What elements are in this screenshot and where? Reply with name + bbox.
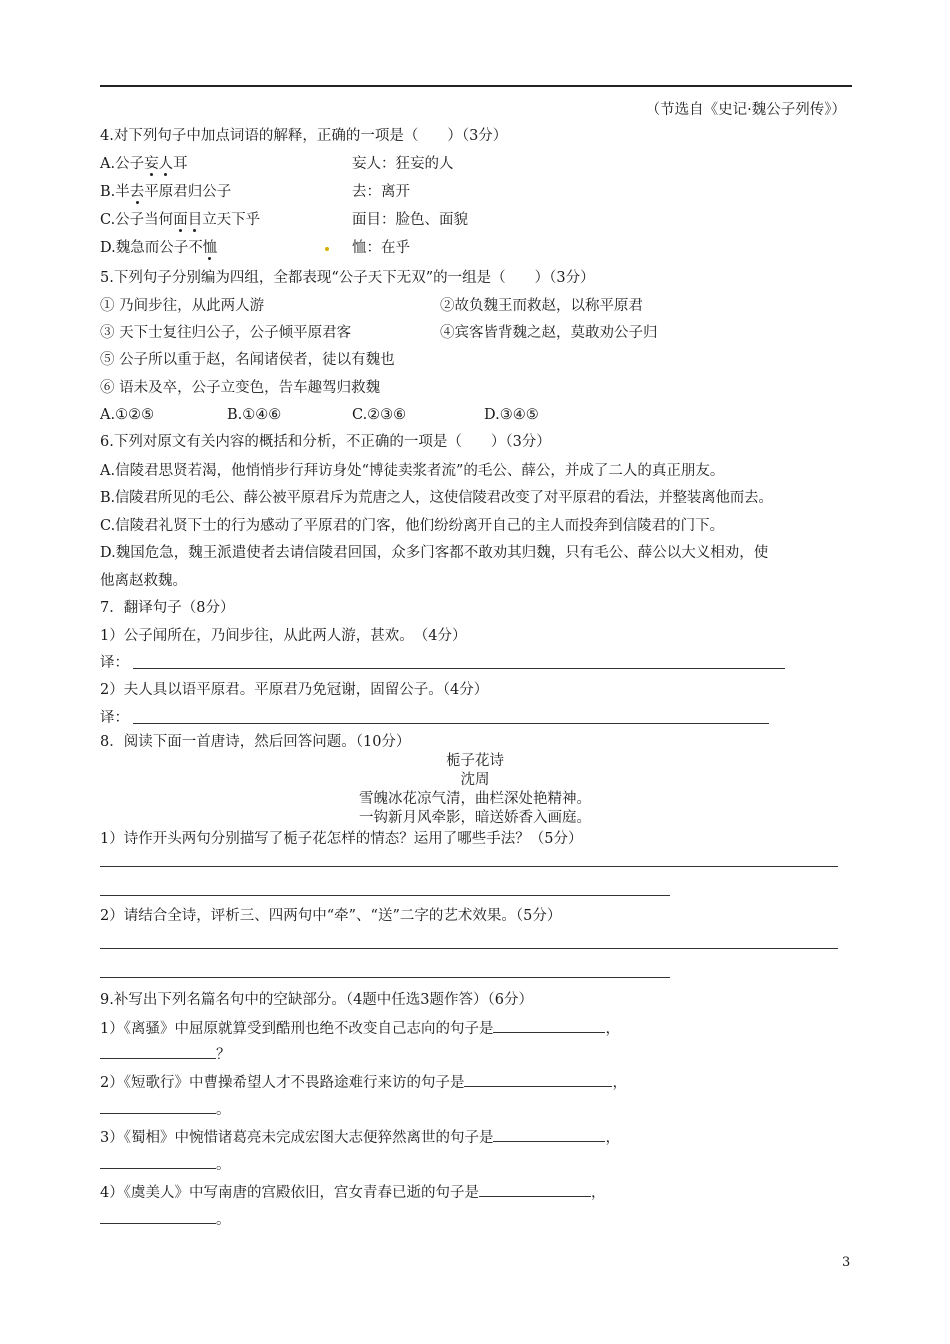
q9-item-3-blank-b[interactable] xyxy=(100,1154,216,1169)
q9-item-4-blank-b[interactable] xyxy=(100,1209,216,1224)
q5-item-3: ③ 天下士复往归公子，公子倾平原君客 xyxy=(100,325,352,341)
q9-item-1-text: 1）《离骚》中屈原就算受到酷刑也绝不改变自己志向的句子是 xyxy=(100,1021,494,1037)
q8-sub-question-1: 1）诗作开头两句分别描写了栀子花怎样的情态？运用了哪些手法？（5分） xyxy=(100,831,583,847)
q9-item-3-comma: ， xyxy=(605,1130,620,1146)
q9-item-2-comma: ， xyxy=(612,1075,627,1091)
q6-option-b: B.信陵君所见的毛公、薛公被平原君斥为荒唐之人，这使信陵君改变了对平原君的看法，并整装离他而去。 xyxy=(100,490,773,506)
q9-item-2-line2 xyxy=(100,1099,231,1120)
q9-item-3-text: 3）《蜀相》中惋惜诸葛亮未完成宏图大志便猝然离世的句子是 xyxy=(100,1130,494,1146)
poem-title: 栀子花诗 xyxy=(446,753,504,769)
q9-item-1-end: ？ xyxy=(216,1047,231,1063)
q4-option-d-gloss: 恤：在乎 xyxy=(352,240,410,256)
q9-stem: 9.补写出下列名篇名句中的空缺部分。（4题中任选3题作答）（6分） xyxy=(100,992,534,1008)
q7-translate-label-1: 译： xyxy=(100,655,129,671)
q9-item-2-blank-a[interactable] xyxy=(464,1072,612,1087)
q9-item-3-blank-a[interactable] xyxy=(493,1127,605,1142)
q9-item-4-line2 xyxy=(100,1209,231,1230)
page-number: 3 xyxy=(842,1255,851,1270)
q4-option-a: A.公子妄人耳 xyxy=(100,156,188,172)
top-rule xyxy=(100,85,852,87)
q5-item-5: ⑤ 公子所以重于赵，名闻诸侯者，徒以有魏也 xyxy=(100,352,395,368)
q9-item-1-blank-b[interactable] xyxy=(100,1044,216,1059)
q9-item-2-end: 。 xyxy=(216,1102,231,1118)
q7-translate-label-2: 译： xyxy=(100,710,129,726)
q8-answer-line-2b[interactable] xyxy=(100,977,670,978)
q4-option-c-gloss: 面目：脸色、面貌 xyxy=(352,212,468,228)
q6-option-c: C.信陵君礼贤下士的行为感动了平原君的门客，他们纷纷离开自己的主人而投奔到信陵君的门下。 xyxy=(100,518,725,534)
q7-answer-line-2[interactable] xyxy=(133,723,769,724)
q9-item-4-text: 4）《虞美人》中写南唐的宫殿依旧，宫女青春已逝的句子是 xyxy=(100,1185,479,1201)
poem-line-2: 一钩新月风牵影，暗送娇香入画庭。 xyxy=(359,810,591,826)
q5-choice-c: C.②③⑥ xyxy=(352,407,407,423)
q4-option-b-gloss: 去：离开 xyxy=(352,184,410,200)
source-note: （节选自《史记·魏公子列传》） xyxy=(645,102,846,118)
q5-item-6: ⑥ 语未及卒，公子立变色，告车趣驾归救魏 xyxy=(100,380,381,396)
q5-item-4: ④宾客皆背魏之赵，莫敢劝公子归 xyxy=(440,325,658,341)
q5-item-2: ②故负魏王而救赵，以称平原君 xyxy=(440,298,643,314)
q9-item-2 xyxy=(100,1072,627,1093)
poem-author: 沈周 xyxy=(460,772,490,788)
q9-item-3 xyxy=(100,1127,620,1148)
q9-item-2-text: 2）《短歌行》中曹操希望人才不畏路途难行来访的句子是 xyxy=(100,1075,465,1091)
q9-item-1 xyxy=(100,1018,620,1039)
q6-option-d: D.魏国危急，魏王派遣使者去请信陵君回国，众多门客都不敢劝其归魏，只有毛公、薛公以大义相劝，使 xyxy=(100,545,769,561)
q7-sentence-1: 1）公子闻所在，乃间步往，从此两人游，甚欢。 （4分） xyxy=(100,628,467,644)
q9-item-3-line2 xyxy=(100,1154,231,1175)
q8-answer-line-2a[interactable] xyxy=(100,948,838,949)
q9-item-4-blank-a[interactable] xyxy=(479,1182,591,1197)
q4-option-a-gloss: 妄人：狂妄的人 xyxy=(352,156,454,172)
q8-sub-question-2: 2）请结合全诗，评析三、四两句中“牵”、“送”二字的艺术效果。（5分） xyxy=(100,908,562,924)
q5-stem: 5.下列句子分别编为四组，全都表现“公子天下无双”的一组是（ ）（3分） xyxy=(100,270,595,286)
q9-item-3-end: 。 xyxy=(216,1157,231,1173)
q9-item-2-blank-b[interactable] xyxy=(100,1099,216,1114)
q4-stem: 4.对下列句子中加点词语的解释，正确的一项是（ ）（3分） xyxy=(100,128,508,144)
q4-option-d: D.魏急而公子不恤 xyxy=(100,240,218,256)
q9-item-1-line2 xyxy=(100,1044,231,1065)
q9-item-1-comma: ， xyxy=(605,1021,620,1037)
q5-choice-a: A.①②⑤ xyxy=(100,407,155,423)
q9-item-4-comma: ， xyxy=(590,1185,606,1201)
q6-option-d-cont: 他离赵救魏。 xyxy=(100,573,187,589)
q6-option-a: A.信陵君思贤若渴，他悄悄步行拜访身处“博徒卖浆者流”的毛公、薛公，并成了二人的真正朋友。 xyxy=(100,463,725,479)
q8-answer-line-1a[interactable] xyxy=(100,866,838,867)
q4-option-c: C.公子当何面目立天下乎 xyxy=(100,212,261,228)
q8-answer-line-1b[interactable] xyxy=(100,895,670,896)
q7-answer-line-1[interactable] xyxy=(133,668,785,669)
q5-item-1: ① 乃间步往，从此两人游 xyxy=(100,298,265,314)
q7-stem: 7．翻译句子（8分） xyxy=(100,600,235,616)
q9-item-1-blank-a[interactable] xyxy=(493,1018,605,1033)
q9-item-4-end: 。 xyxy=(216,1212,231,1228)
q8-stem: 8．阅读下面一首唐诗，然后回答问题。（10分） xyxy=(100,734,411,750)
poem-line-1: 雪魄冰花凉气清，曲栏深处艳精神。 xyxy=(359,791,591,807)
q6-stem: 6.下列对原文有关内容的概括和分析，不正确的一项是（ ）（3分） xyxy=(100,434,551,450)
q5-choice-d: D.③④⑤ xyxy=(484,407,539,423)
stray-dot-mark xyxy=(325,247,329,251)
q9-item-4 xyxy=(100,1182,605,1203)
q4-option-b: B.半去平原君归公子 xyxy=(100,184,232,200)
q5-choice-b: B.①④⑥ xyxy=(227,407,282,423)
q7-sentence-2: 2）夫人具以语平原君。平原君乃免冠谢，固留公子。（4分） xyxy=(100,682,489,698)
